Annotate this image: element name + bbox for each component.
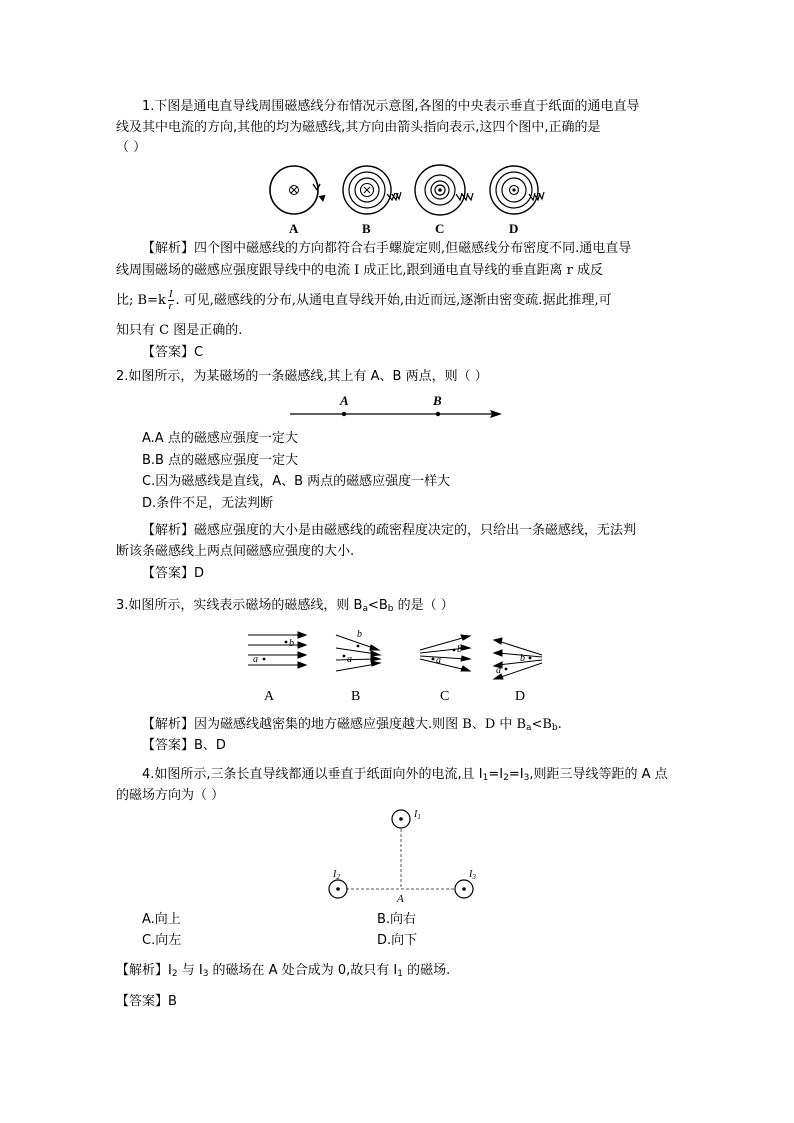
q2-answer: 【答案】D	[142, 566, 205, 581]
q4-stem-sub3: 3	[523, 773, 530, 783]
q1-label-c: C	[435, 221, 445, 236]
q3-diagram-c	[420, 635, 470, 671]
q3-analysis-sub-a: a	[526, 723, 532, 733]
q4-wire2-sub: 2	[336, 873, 340, 881]
q4-stem-eq1: =I	[488, 767, 504, 782]
q4-figure	[320, 805, 490, 905]
q3-stem-pre: 3.如图所示，实线表示磁场的磁感线，则 B	[116, 598, 363, 613]
q2-analysis-line1: 【解析】磁感应强度的大小是由磁感线的疏密程度决定的，只给出一条磁感线，无法判	[142, 523, 637, 538]
q4-stem-pre: 4.如图所示,三条长直导线都通以垂直于纸面向外的电流,且 I	[142, 767, 483, 782]
q4-stem-line2: 的磁场方向为（ ）	[116, 788, 225, 803]
q1-diagram-d	[490, 166, 544, 214]
q3-label-b: B	[351, 689, 361, 704]
q4-analysis-mid2: 的磁场在 A 处合成为 0,故只有 I	[208, 963, 398, 978]
q1-diagram-a	[270, 166, 325, 214]
q3-b-point-a: a	[347, 654, 352, 665]
q1-formula-suffix: . 可见,磁感线的分布,从通电直导线开始,由近而远,逐渐由密变疏.据此推理,可	[175, 293, 612, 308]
q4-option-d: D.向下	[377, 933, 418, 948]
q3-analysis-sub-b: b	[551, 723, 558, 733]
q4-analysis-sub1: 1	[397, 969, 403, 979]
q3-answer: 【答案】B、D	[142, 738, 226, 753]
q4-option-b: B.向右	[377, 912, 417, 927]
svg-text:I2	[332, 869, 340, 881]
q4-point-a-label: A	[397, 893, 404, 905]
q3-stem-mid: <B	[367, 598, 388, 613]
q2-option-a: A.A 点的磁感应强度一定大	[142, 431, 298, 446]
q1-analysis-line1: 【解析】四个图中磁感线的方向都符合右手螺旋定则,但磁感线分布密度不同.通电直导	[142, 241, 632, 256]
q2-point-b-label: B	[433, 393, 442, 408]
q1-formula-prefix: 比; B=k	[116, 293, 166, 308]
q3-a-point-a: a	[253, 654, 258, 665]
q4-analysis	[116, 962, 450, 983]
q4-wire3-sub: 3	[472, 873, 476, 881]
q3-analysis-end: .	[557, 717, 562, 732]
q2-stem: 2.如图所示，为某磁场的一条磁感线,其上有 A、B 两点，则（ ）	[116, 369, 488, 384]
q1-diagram-c	[415, 165, 473, 215]
q1-figure	[262, 160, 552, 240]
q2-point-a-label: A	[340, 393, 349, 408]
q4-analysis-pre: 【解析】I	[116, 963, 172, 978]
q4-wire1-label: I	[414, 809, 418, 820]
q4-stem-post: ,则距三导线等距的 A 点	[529, 767, 668, 782]
q4-stem-sub2: 2	[503, 773, 509, 783]
q4-analysis-mid: 与 I	[177, 963, 203, 978]
q3-stem-sub-a: a	[362, 604, 368, 614]
q4-stem-sub1: 1	[482, 773, 489, 783]
q3-analysis	[142, 716, 562, 737]
q3-figure	[240, 625, 560, 707]
q3-stem-sub-b: b	[387, 604, 394, 614]
q3-stem-post: 的是（ ）	[393, 598, 454, 613]
q4-wire1-sub: 1	[417, 813, 421, 821]
q1-analysis-line4: 知只有 C 图是正确的.	[116, 323, 243, 338]
q1-frac-denominator: r	[168, 300, 173, 312]
q4-analysis-end: 的磁场.	[402, 963, 451, 978]
q1-stem-line1: 1.下图是通电直导线周围磁感线分布情况示意图,各图的中央表示垂直于纸面的通电直导	[142, 99, 640, 114]
q4-option-a: A.向上	[142, 912, 181, 927]
q3-diagram-d	[494, 638, 542, 679]
q1-stem-line2: 线及其中电流的方向,其他的均为磁感线,其方向由箭头指向表示,这四个图中,正确的是	[116, 120, 601, 135]
svg-text:I1	[413, 809, 421, 821]
q3-a-point-b: b	[289, 638, 294, 649]
q3-label-d: D	[515, 689, 526, 704]
q1-diagram-b	[343, 166, 401, 214]
q3-c-point-a: a	[436, 655, 441, 666]
q4-wire-3	[455, 880, 473, 898]
q3-analysis-text: 【解析】因为磁感线越密集的地方磁感应强度越大.则图 B、D 中 B	[142, 717, 527, 732]
q1-formula-fraction	[168, 289, 174, 312]
q4-wire-1	[392, 810, 410, 828]
q1-label-a: A	[289, 221, 299, 236]
q3-d-point-b: b	[520, 653, 525, 664]
q1-stem-line3: （ ）	[116, 140, 147, 155]
q3-d-point-a: a	[496, 665, 501, 676]
q3-stem	[116, 597, 454, 618]
q3-label-c: C	[440, 689, 450, 704]
q2-analysis-line2: 断该条磁感线上两点间磁感应强度的大小.	[116, 544, 355, 559]
q3-c-point-b: b	[457, 644, 462, 655]
q3-analysis-mid: <B	[531, 717, 552, 732]
q3-diagram-b	[336, 635, 380, 671]
svg-text:I3	[468, 869, 476, 881]
q4-analysis-sub2: 2	[171, 969, 178, 979]
q4-wire3-label: I	[469, 869, 473, 880]
q4-answer: 【答案】B	[116, 994, 177, 1009]
q1-answer: 【答案】C	[142, 345, 204, 360]
q2-figure	[288, 392, 508, 424]
q3-label-a: A	[264, 689, 275, 704]
q4-analysis-sub3: 3	[202, 969, 209, 979]
q1-label-b: B	[362, 221, 371, 236]
q1-label-d: D	[509, 221, 519, 236]
q3-b-point-b: b	[357, 629, 362, 640]
q4-stem-eq2: =I	[508, 767, 524, 782]
q4-wire-2	[329, 880, 347, 898]
q4-wire2-label: I	[333, 869, 337, 880]
q1-analysis-line2: 线周围磁场的磁感应强度跟导线中的电流 I 成正比,跟到通电直导线的垂直距离 r 成反	[116, 263, 604, 278]
q4-stem-line1	[142, 766, 668, 787]
q1-analysis-line3	[116, 289, 612, 312]
q2-option-c: C.因为磁感线是直线，A、B 两点的磁感应强度一样大	[142, 474, 451, 489]
q4-option-c: C.向左	[142, 933, 182, 948]
q2-option-b: B.B 点的磁感应强度一定大	[142, 453, 299, 468]
q1-frac-numerator: I	[168, 288, 173, 300]
q2-option-d: D.条件不足，无法判断	[142, 496, 274, 511]
